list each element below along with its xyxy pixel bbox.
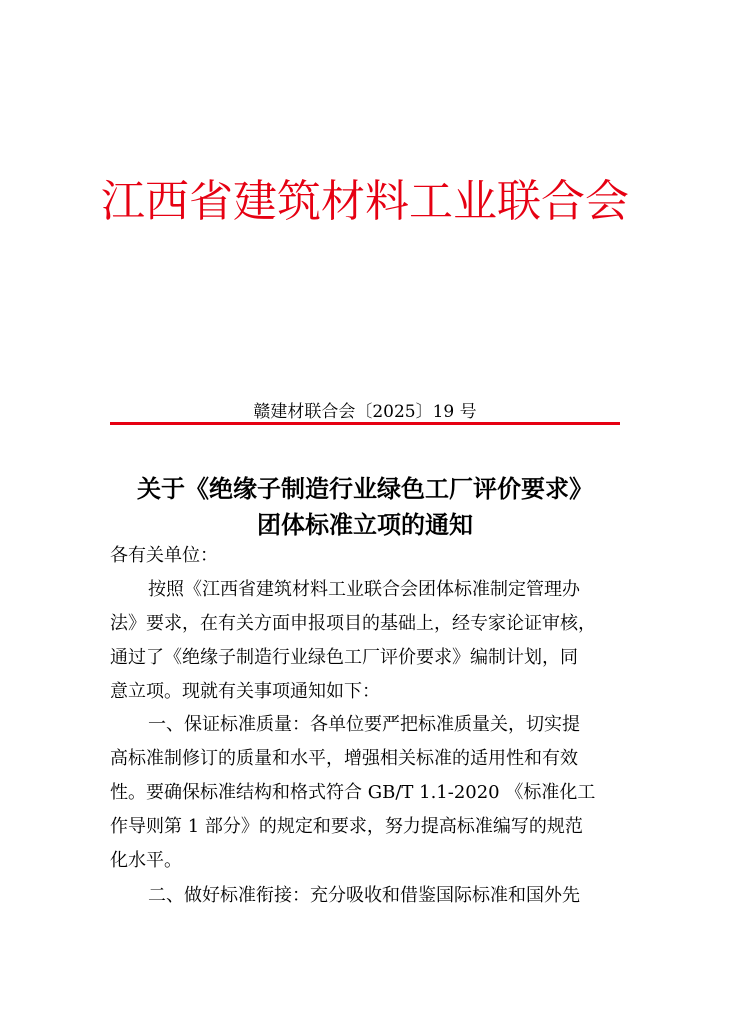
paragraph-line: 通过了《绝缘子制造行业绿色工厂评价要求》编制计划，同 <box>110 647 578 668</box>
paragraph-line: 作导则第 1 部分》的规定和要求，努力提高标准编写的规范 <box>110 816 583 837</box>
paragraph-line: 高标准制修订的质量和水平，增强相关标准的适用性和有效 <box>110 748 578 769</box>
paragraph-line: 一、保证标准质量：各单位要严把标准质量关，切实提 <box>148 714 580 735</box>
paragraph-line: 性。要确保标准结构和格式符合 GB/T 1.1-2020 《标准化工 <box>110 782 596 803</box>
doc-number: 赣建材联合会〔2025〕19 号 <box>253 402 477 422</box>
paragraph-line: 按照《江西省建筑材料工业联合会团体标准制定管理办 <box>148 579 580 600</box>
notice-title-line-2: 团体标准立项的通知 <box>257 511 473 539</box>
paragraph-line: 意立项。现就有关事项通知如下： <box>110 681 380 702</box>
salutation: 各有关单位： <box>110 545 218 566</box>
paragraph-3 <box>110 879 625 913</box>
red-divider <box>110 422 620 425</box>
org-title: 江西省建筑材料工业联合会 <box>101 176 629 227</box>
paragraph-line: 化水平。 <box>110 850 182 871</box>
paragraph-1 <box>110 573 625 709</box>
notice-title <box>110 471 620 543</box>
paragraph-line: 二、做好标准衔接：充分吸收和借鉴国际标准和国外先 <box>148 885 580 906</box>
notice-title-line-1: 关于《绝缘子制造行业绿色工厂评价要求》 <box>137 475 593 503</box>
paragraph-2 <box>110 708 625 878</box>
paragraph-line: 法》要求，在有关方面申报项目的基础上，经专家论证审核， <box>110 613 596 634</box>
